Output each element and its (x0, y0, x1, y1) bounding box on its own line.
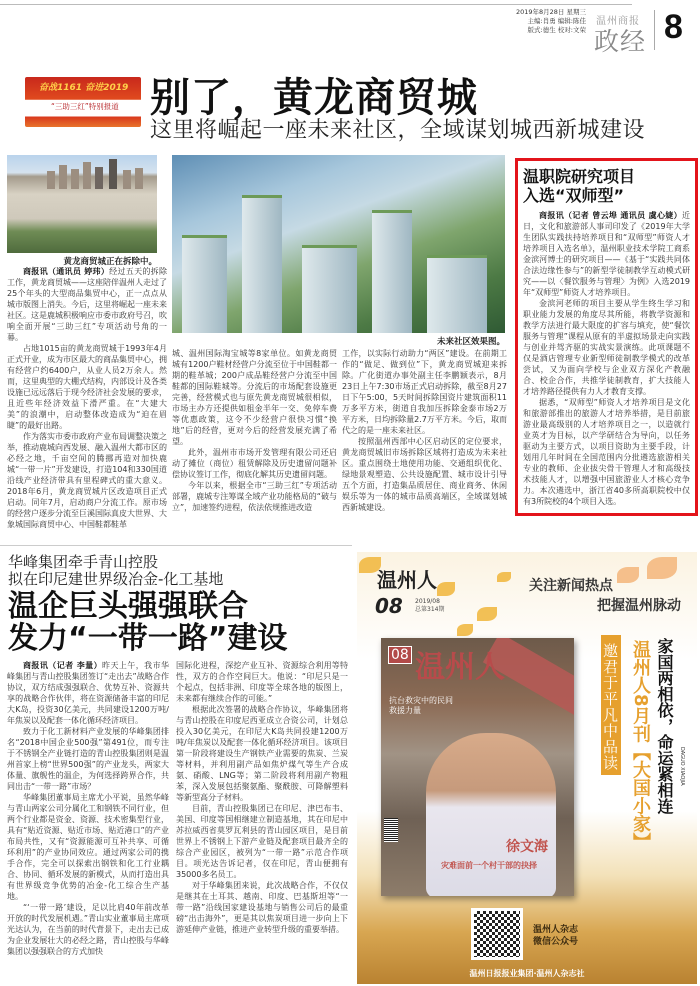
ad-slogan-2: 把握温州脉动 (597, 598, 681, 614)
paragraph: 华峰集团董事局主席尤小平说，虽然华峰与青山两家公司分属化工和钢铁不同行业，但两个行业都是资金、资源、技术密集型行业，具有“贴近资源、贴近市场、贴近港口”的产业布局共性，又有“资源能源可互补共享、可循环利用”的产业协同效应。通过两家公司的携手合作，完全可以探索出钢铁和化工行业耦合、协同、循环发展的新模式，从而打造出具有世界级竞争优势的冶金-化工综合生产基地。 (7, 793, 169, 901)
barcode (384, 818, 398, 842)
second-col-1 (7, 660, 169, 957)
lead-col-1 (7, 266, 167, 530)
issue-number: 08 (375, 594, 403, 618)
paragraph: “‘一带一路’建设，足以比肩40年前改革开放的时代发展机遇。”青山实业董事局主席项光达认为，在当前的时代背景下，走出去已成为企业发展壮大的必经之路，青山控股与华峰集团以强强联合的方式加快 (7, 903, 169, 956)
demolition-photo (7, 155, 157, 253)
ad-pinyin: DAGUO XIAOJIA (679, 747, 685, 786)
paragraph: 此外，温州市市场开发管理有限公司还启动了摊位（商位）租赁解除及历史遗留问题补偿协议签订工作，彻底化解其历史遗留问题。 (172, 448, 337, 479)
paragraph: 昨天上午，我市华峰集团与青山控股集团签订“走出去”战略合作协议，双方结成强强联合、优势互补、资源共享的战略合作伙伴，将在资源储备丰富的印尼大K岛，投资30亿美元，共同建设1200万吨/年焦炭以及配套一体化循环经济项目。 (7, 661, 169, 725)
cover-person-name: 徐文海 (506, 839, 548, 855)
issue-date: 2019年8月28日 星期三 (515, 8, 586, 16)
lead-col-3 (342, 348, 507, 513)
section-name: 政经 (594, 27, 647, 56)
paper-name: 温州商报 (596, 16, 640, 27)
paragraph: 金滨河老师的项目主要从学生终生学习和职业能力发展的角度尽其所能，将教学资源和教学方法进行最大限度的扩容与填充，使“餐饮服务与管理”课程从原有的半虚拟场景走向实践与创业并驾齐驱的实战实景演练。此项课题不仅是酒店管理专业新型师徒制教学模式的改革尝试，又为面向学校与企业双方深化产教融合、校企合作，共推学徒制教育，扩大技能人才培养路径提供有力人才教育支撑。 (523, 299, 690, 396)
ad-slogan-1: 关注新闻热点 (529, 578, 613, 594)
paragraph: 据悉，“双师型”师资人才培养项目是文化和旅游部推出的旅游人才培养举措，是目前旅游业最高级别的人才培养项目之一，以造就行业英才为目标，以产学研结合为导向，以任务驱动为主要方式，以项目资助为主要手段，计划用几年时间在全国范围内分批遴选旅游相关专业的教师、企业拔尖骨干管理人才和高级技术技能人才，以增强中国旅游业人才核心竞争力。本次遴选中，浙江省40多所高职院校中仅有3所院校的4个项目入选。 (523, 398, 690, 506)
qr-label: 温州人杂志 微信公众号 (533, 925, 579, 947)
lead-subheadline: 这里将崛起一座未来社区，全域谋划城西新城建设 (150, 118, 646, 143)
paragraph: 作为落实市委市政府产业布局调整决策之举，推动鹿城向西发展、融入温州大都市区的必经之地，千亩空间的腾挪再造对加快鹿城“一带一片”开发建设，打造104和330国道沿线产业经济带具有里程碑式的重大意义。2018年6月，黄龙商贸城片区改造项目正式启动。同年7月，启动商户分流工作。原市场的经营户逐步分流至巨溪国际真皮大世界、大象城国际商贸中心、中国鞋都鞋革 (7, 432, 167, 529)
paragraph: 国际化进程，深挖产业互补、资源综合利用等特性，双方的合作空间巨大。他说：“印尼只是一个起点，包括非洲、印度等全球各地的版图上，未来都有继续合作的可能。” (176, 661, 348, 703)
boxed-headline: 温职院研究项目 入选“双师型” (523, 167, 636, 205)
paragraph: 城、温州国际淘宝城等8家单位。如黄龙商贸城有1200户鞋材经营户分流至位于中国鞋都一期的鞋革城；200户成品鞋经营户分流至中国鞋都的国际鞋城等。分流后的市场配套设施更完善，经营模式也与原先黄龙商贸城很相似，市场主办方还提供如租金半年一交、免停车费等优惠政策，这令不少经营户很快习惯“换地”后的经营，更对今后的经营发展充满了希望。 (172, 349, 337, 446)
cover-masthead: 温州人 (415, 650, 505, 685)
paragraph: 对于华峰集团来说，此次战略合作，不仅仅是继其在土耳其、越南、印度、巴基斯坦等“一带一路”沿线国家建设基地与销售公司后的最重磅“出击海外”，更是其以焦炭项目进一步向上下游延伸产业链，推进产业转型升级的重要举措。 (176, 881, 348, 934)
dateline: 商报讯（记者 曾云埠 通讯员 虞心婕） (539, 211, 682, 220)
banner-label: “三助三红”特别报道 (51, 102, 119, 111)
cover-person-desc: 灾难面前一个村干部的抉择 (441, 861, 537, 870)
future-community-rendering (172, 155, 505, 333)
issue-meta: 2019/08 总第314期 (415, 598, 445, 613)
layout-credits: 版式:德生 校对:文荣 (527, 26, 586, 34)
header-info (508, 8, 586, 35)
paragraph: 占地1015亩的黄龙商贸城于1993年4月正式开业，成为市区最大的商品集贸中心，拥有经营户约6400户，从业人员2万余人。然而，这里典型的大棚式结构，内部设计及各类设施已远远落后于现今经济社会发展的要求，且近些年经济效益下滑严重。在“大建大美”的浪潮中，启动整体改造成为“迫在眉睫”的最好出路。 (7, 344, 167, 430)
section-divider (0, 545, 352, 546)
paragraph: 根据此次签署的战略合作协议，华峰集团将与青山控股在印度尼西亚成立合资公司，计划总投入30亿美元，在印尼大K岛共同投建1200万吨/年焦炭以及配套一体化循环经济项目。该项目第一阶段将建设生产钢铁产业需要的焦炭、兰炭等材料，并利用副产品如焦炉煤气等生产合成氨、硝酸、LNG等；第二阶段将利用副产物粗苯，深入发展包括聚氨酯、聚酰胺、可降解塑料等新型高分子材料。 (176, 705, 348, 802)
paragraph: 今年以来，根据全市“三助三红”专项活动部署，鹿城专注筹谋全域产业功能格局的“破与立”，加速签约进程，依法依规推进改造 (172, 481, 337, 512)
boxed-body (523, 210, 690, 507)
special-report-banner (25, 77, 141, 127)
ad-vertical-tagline: 家国两相依，命运紧相连 (655, 638, 674, 814)
cover-teaser: 抗台救灾中的民间救援力量 (389, 696, 453, 715)
header-rule (0, 4, 632, 5)
photo2-caption: 未来社区效果图。 (436, 337, 505, 347)
paragraph: 经过五天的拆除工作，黄龙商贸城——这座陪伴温州人走过了25个年头的大型商品集贸中心，正一点点从城市版图上消失。今后，这里将崛起一座未来社区。这是鹿城积极响应市委市政府号召，吹响全面开展“三助三红”专项活动号角的一幕。 (7, 267, 167, 342)
paragraph: 工作，以实际行动助力“两区”建设。在前期工作的“做足、做到位”下，黄龙商贸城迎来拆除。广化街道办事处副主任李鹏颖表示，8月23日上午7:30市场正式启动拆除，截至8月27日下午5:00，5天时间拆除国资片建筑面积11万多平方米，街道自我加压拆除金泰市场2万平方米，日均拆除量2.7万平方米。今后，取而代之的是一座未来社区。 (342, 349, 507, 435)
second-subheadline: 华峰集团牵手青山控股 拟在印尼建世界级冶金-化工基地 (8, 553, 224, 588)
dateline: 商报讯（通讯员 婷玮） (23, 267, 110, 276)
photo1-caption: 黄龙商贸城正在拆除中。 (63, 257, 157, 267)
magazine-advertisement (357, 552, 697, 984)
second-headline: 温企巨头强强联合 发力“一带一路”建设 (8, 589, 288, 656)
cover-portrait (426, 733, 556, 896)
paragraph: 近日，文化和旅游部人事司印发了《2019年大学生团队实践扶持培养项目和“双师型”师资人才培养项目入选名单》，温州职业技术学院工商系金滨河博士的研究项目——《基于“实践共同体合法边缘性参与”的新型学徒制教学互动模式研究——以〈餐饮服务与管理〉为例》入选2019年“双师型”师资人才培养项目。 (523, 211, 690, 297)
lead-headline: 别了，黄龙商贸城 (150, 75, 478, 121)
second-col-2 (176, 660, 348, 935)
banner-slogan: 奋战1161 奋进2019 (39, 83, 129, 93)
ad-publisher: 温州日报报业集团·温州人杂志社 (469, 969, 585, 978)
header-divider (654, 10, 655, 50)
editors: 主编:肖勇 编辑:陈佳 (527, 17, 586, 25)
boxed-story (515, 158, 698, 516)
page-number: 8 (664, 8, 683, 46)
paragraph: 目前，青山控股集团已在印尼、津巴布韦、美国、印度等国相继建立制造基地，其在印尼中苏拉威西省莫罗瓦利县的青山园区项目，是目前世界上不锈钢上下游产业链及配套项目最齐全的综合产业园区，被列为“一带一路”示范合作项目。项光达告诉记者，仅在印尼，青山便拥有35000多名员工。 (176, 804, 348, 879)
paragraph: 致力于化工新材料产业发展的华峰集团排名“2018中国企业500强”第491位，而专注于不锈钢全产业链打造的青山控股集团则是温州首家上榜“世界500强”的产业龙头，两家大体量、旗舰性的温企，为何选择跨界合作，共同出击“一带一路”市场？ (7, 727, 169, 791)
ad-vertical-issue-title: 温州人8月刊【大国小家】 (630, 640, 651, 851)
lead-col-2 (172, 348, 337, 513)
magazine-cover (381, 638, 574, 896)
ad-vertical-box-text: 邀君于平凡中品读家国情怀 (601, 635, 621, 775)
cover-number: 08 (388, 646, 412, 664)
magazine-masthead: 温州人 (377, 568, 437, 592)
qr-code[interactable] (471, 908, 523, 960)
dateline: 商报讯（记者 李量） (23, 661, 103, 670)
paragraph: 按照温州西部中心区启动区的定位要求，黄龙商贸城旧市场拆除区域将打造成为未来社区。重点围绕土地使用功能、交通组织优化、绿地景观塑造、公共设施配置、城市设计引导五个方面，打造集品质居住、商业商务、休闲娱乐等为一体的城市品质高端区，全域谋划城西新城建设。 (342, 437, 507, 512)
